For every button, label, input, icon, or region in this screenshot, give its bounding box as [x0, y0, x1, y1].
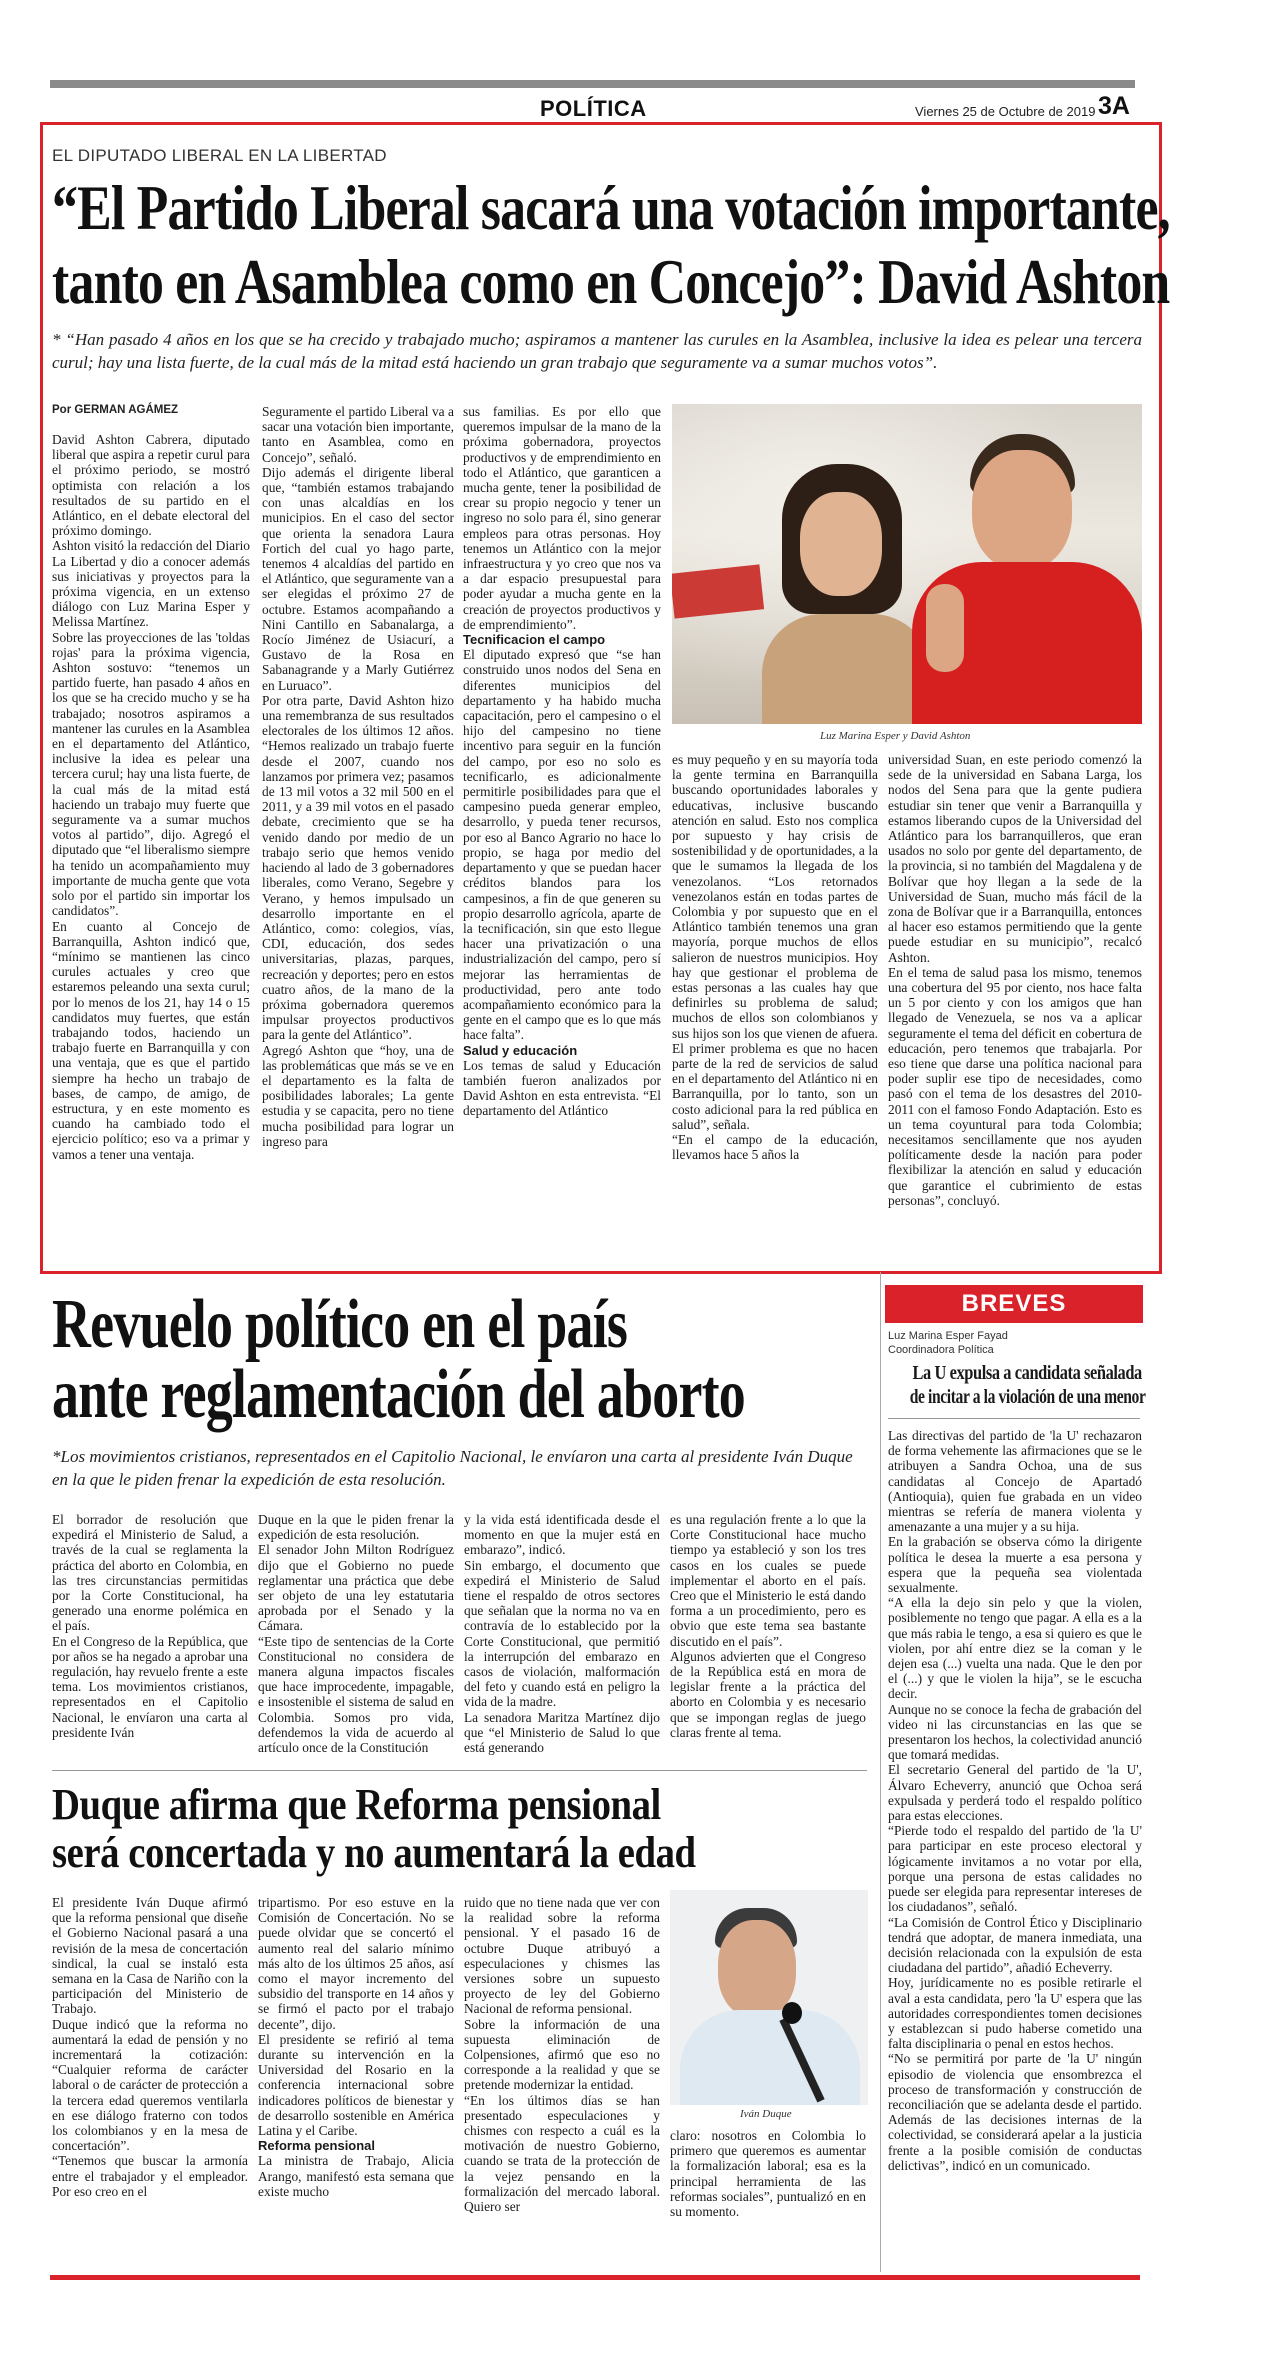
headline-line-1: “El Partido Liberal sacará una votación importante,	[52, 172, 1170, 243]
paragraph: es muy pequeño y en su mayoría toda la gente termina en Barranquilla buscando oportunidades laborales y educativas, inclusive buscando atención en salud. Esto nos complica por supuesto y hay crisis de sostenibilidad y de oportunidades, a la que le sumamos la llegada de los venezolanos. “Los retornados venezolanos están en todas partes de Colombia y por supuesto que en el Atlántico también tenemos una gran mayoría, porque muchos de ellos salieron de nuestros municipios. Hoy hay que gestionar el problema de estas personas a las cuales hay que definirles su problema de salud; muchos de ellos son colombianos y sus hijos son los que vienen de afuera. El primer problema es que no hacen parte de la red de servicios de salud en el departamento del Atlántico ni en Barranquilla, por lo tanto, son un costo adicional para la red pública en salud”, señala.	[672, 752, 878, 1132]
article1-column-4	[888, 752, 1142, 1257]
paragraph: tripartismo. Por eso estuve en la Comisión de Concertación. No se puede olvidar que se concertó el aumento real del salario mínimo más alto de los últimos 25 años, así como el mayor incremento del subsidio del transporte en 14 años y se firmó el pacto por el trabajo decente”, dijo.	[258, 1895, 454, 2032]
photo-caption: Luz Marina Esper y David Ashton	[820, 730, 971, 742]
paragraph: El borrador de resolución que expedirá el Ministerio de Salud, a través de la cual se reglamenta la práctica del aborto en Colombia, en las tres circunstancias permitidas por la Corte Constitucional, ha generado una enorme polémica en el país.	[52, 1512, 248, 1634]
article1-column-3b	[672, 752, 878, 1257]
article2-headline-1: Revuelo político en el país	[52, 1286, 628, 1363]
paragraph: ruido que no tiene nada que ver con la realidad sobre la reforma pensional. Y el pasado 16 de octubre Duque atribuyó a especulaciones y chismes las versiones sobre un supuesto proyecto de ley del Gobierno Nacional de reforma pensional.	[464, 1895, 660, 2017]
duque-face	[718, 1920, 796, 2018]
article3-headline-1: Duque afirma que Reforma pensional	[52, 1780, 661, 1829]
article2-headline-2: ante reglamentación del aborto	[52, 1356, 745, 1433]
paragraph: Agregó Ashton que “hoy, una de las problemáticas que más se ve en el departamento es la falta de posibilidades laborales; La gente estudia y se capacita, pero no tiene mucha posibilidad para lograr un ingreso para	[262, 1042, 454, 1149]
woman-body	[762, 614, 932, 724]
paragraph: Sin embargo, el documento que expedirá el Ministerio de Salud tiene el respaldo de otros sectores que señalan que la norma no va en contravía de lo establecido por la Corte Constitucional, que permitió la interrupción del embarazo en casos de violación, malformación del feto y cuando está en peligro la vida de la madre.	[464, 1557, 660, 1710]
paragraph: Por otra parte, David Ashton hizo una remembranza de sus resultados electorales de los últimos 12 años. “Hemos realizado un trabajo fuerte desde el 2007, cuando nos lanzamos por primera vez; pasamos de 13 mil votos a 32 mil 500 en el 2011, y a 39 mil votos en el pasado debate, crecimiento que se ha venido dando por medio de un trabajo serio que hemos venido haciendo al lado de 3 gobernadores liberales, como Verano, Segebre y Verano, y hemos impulsado un desarrollo importante en el Atlántico, como: colegios, vías, CDI, educación, dos sedes universitarias, plazas, parques, recreación y deportes; pero en estos cuatro años, de la mano de la próxima gobernadora queremos impulsar proyectos productivos para la gente del Atlántico”.	[262, 692, 454, 1043]
breves-body	[888, 1428, 1142, 2266]
paragraph: La senadora Maritza Martínez dijo que “el Ministerio de Salud lo que está generando	[464, 1709, 660, 1756]
paragraph: “Tenemos que buscar la armonía entre el trabajador y el empleador. Por eso creo en el	[52, 2153, 248, 2199]
paragraph: El senador John Milton Rodríguez dijo que el Gobierno no puede reglamentar una práctica que debe ser objeto de una ley estatutaria aprobada por el Senado y la Cámara.	[258, 1542, 454, 1634]
paragraph: Duque indicó que la reforma no aumentará la edad de pensión y no incrementará la cotización: “Cualquier reforma de carácter laboral o de carácter de protección a la tercera edad queremos ventilarla en ese diálogo fraterno con todos los colombianos y en la mesa de concertación”.	[52, 2016, 248, 2154]
breves-label: BREVES	[885, 1285, 1143, 1323]
paragraph: En el tema de salud pasa los mismo, tenemos una cobertura del 95 por ciento, nos hace falta un 5 por ciento y con los amigos que han llegado de Venezuela, se nos va a aplicar seguramente el tema del déficit en cobertura de educación, pero tenemos que trabajarla. Por eso tiene que darse una política nacional para poder suplir ese tipo de necesidades, como pasó con el tema de los desastres del 2010-2011 con el famoso Fondo Adaptación. Esto es un tema coyuntural para toda Colombia; necesitamos sencillamente que nos ayuden políticamente desde la nación para poder flexibilizar la atención en salud y educación que garantice el cubrimiento de estas personas”, concluyó.	[888, 964, 1142, 1208]
paragraph: El diputado expresó que “se han construido unos nodos del Sena en diferentes municipios del departamento y ha habido mucha capacitación, pero el campesino o el hijo del campesino no tiene incentivo para seguir en la función del campo, por eso no solo es tecnificarlo, es adicionalmente permitirle posibilidades para que el campesino pueda generar empleo, desarrollo, y pueda tener recursos, por eso al Banco Agrario no hace lo propio, se haga por medio del departamento y que se puedan hacer créditos blandos para los campesinos, a fin de que generen su propio desarrollo agrícola, aparte de la tecnificación, sin que esto llegue hacer una privatización o una industrialización del campo, pero sí mejorar las herramientas de productividad, pero ante todo acompañamiento económico para la gente en el campo que es lo que más hace falta”.	[463, 647, 661, 1043]
paragraph: claro: nosotros en Colombia lo primero que queremos es aumentar la formalización laboral; esa es la principal herramienta de las reformas sociales”, puntualizó en en su momento.	[670, 2128, 866, 2220]
subheading: Tecnificacion el campo	[463, 632, 606, 648]
breves-headline-2: de incitar a la violación de una menor	[909, 1386, 1146, 1408]
page-number: 3A	[1098, 92, 1130, 120]
poster-red	[672, 564, 764, 618]
article1-column-3	[463, 404, 661, 1257]
lead-paragraph: * “Han pasado 4 años en los que se ha crecido y trabajado mucho; aspiramos a mantener las curules en la Asamblea, inclusive la idea es pelear una tercera curul; hay una lista fuerte, de la cual más de la mitad está haciendo un gran trabajo que seguramente va a sumar muchos votos”.	[52, 330, 1142, 372]
top-rule	[50, 80, 1135, 88]
duque-shirt	[680, 2010, 860, 2105]
article2-column-3	[464, 1512, 660, 1757]
paragraph: universidad Suan, en este periodo comenzó la sede de la universidad en Sabana Larga, los nodos del Sena para que la gente pudiera estudiar sin tener que venir a Barranquilla y estamos liberando cupos de la Universidad del Atlántico para los barranquilleros, que eran usados no solo por gente del departamento, de la provincia, si no también del Magdalena y de Bolívar que hoy llegan a la sede de la Universidad de Suan, mucho más fácil de la zona de Bolívar que ir a Barranquilla, entonces al hacer eso estamos permitiendo que la gente puede estudiar en su municipio”, recalcó Ashton.	[888, 752, 1142, 965]
kicker: EL DIPUTADO LIBERAL EN LA LIBERTAD	[52, 146, 387, 165]
man-hand	[926, 584, 964, 672]
article2-column-2	[258, 1512, 454, 1757]
byline: Por GERMAN AGÁMEZ	[52, 404, 179, 416]
photo-ivan-duque	[670, 1890, 868, 2105]
paragraph: es una regulación frente a lo que la Corte Constitucional hace mucho tiempo ya estableció y son los tres casos en los cuales se puede implementar el aborto en el país. Creo que el Ministerio le está dando forma a un procedimiento, pero es obvio que este tema sea bastante discutido en el país”.	[670, 1512, 866, 1649]
paragraph: El presidente se refirió al tema durante su intervención en la Universidad del Rosario en la conferencia internacional sobre indicadores políticos de bienestar y de desarrollo sostenible en América Latina y el Caribe.	[258, 2031, 454, 2139]
microphone-head	[782, 2002, 802, 2024]
paragraph: David Ashton Cabrera, diputado liberal que aspira a repetir curul para el próximo periodo, se mostró optimista con relación a los resultados de su partido en el Atlántico, en el debate electoral del próximo domingo.	[52, 432, 250, 539]
paragraph: Algunos advierten que el Congreso de la República está en mora de legislar frente a la práctica del aborto en Colombia y es necesario que se impongan reglas de juego claras frente al tema.	[670, 1648, 866, 1740]
paragraph: Sobre las proyecciones de las 'toldas rojas' para la próxima vigencia, Ashton sostuvo: “tenemos un partido fuerte, han pasado 4 años en los que se ha crecido mucho y se ha trabajado; nosotros aspiramos a mantener las curules en la Asamblea en el departamento del Atlántico, inclusive la idea es pelear una tercera curul; hay una lista fuerte, de la cual más de la mitad está haciendo un trabajo muy fuerte que seguramente va a sumar muchos votos al partido”, dijo. Agregó el diputado que “el liberalismo siempre ha tenido un acompañamiento muy importante de mucha gente que vota solo por el partido sin importar los candidatos”.	[52, 629, 250, 919]
article2-column-4	[670, 1512, 866, 1757]
paragraph: Hoy, jurídicamente no es posible retirarle el aval a esta candidata, pero 'la U' espera que las autoridades correspondientes tomen decisiones y establezcan si pudo haberse cometido una falta disciplinaria o penal en estos hechos.	[888, 1975, 1142, 2052]
paragraph: y la vida está identificada desde el momento en que la mujer está en embarazo”, indicó.	[464, 1512, 660, 1558]
paragraph: sus familias. Es por ello que queremos impulsar de la mano de la próxima gobernadora, proyectos productivos y de emprendimiento en todo el Atlántico, que garanticen a mucha gente, tener la posibilidad de crear su propio negocio y tener un ingreso no solo para él, sino generar empleos para otras personas. Hoy tenemos un Atlántico con la mejor infraestructura y yo creo que nos va a dar espacio presupuestal para poder ayudar a mucha gente en la creación de proyectos productivos y de emprendimiento”.	[463, 404, 661, 632]
article3-column-2	[258, 1895, 454, 2265]
breves-rule	[880, 1272, 881, 2272]
breves-author: Luz Marina Esper Fayad	[888, 1330, 1008, 1342]
paragraph: Duque en la que le piden frenar la expedición de esta resolución.	[258, 1512, 454, 1543]
paragraph: “En los últimos días se han presentado especulaciones y chismes con respecto a cuál es la motivación de nuestro Gobierno, cuando se trata de la protección de la vejez pensando en la formalización del mercado laboral. Quiero ser	[464, 2092, 660, 2215]
paragraph: Dijo además el dirigente liberal que, “también estamos trabajando con unas alcaldías en los municipios. En el caso del sector que orienta la senadora Laura Fortich del cual yo hago parte, tenemos 4 alcaldías del partido en el Atlántico, que seguramente van a ser elegidas el próximo 27 de octubre. Estamos acompañando a Nini Cantillo en Sabanalarga, a Rocío Jiménez de Usiacurí, a Gustavo de la Rosa en Sabanagrande y a Marly Gutiérrez en Luruaco”.	[262, 464, 454, 693]
woman-face	[800, 492, 882, 596]
paragraph: “Pierde todo el respaldo del partido de 'la U' para participar en este proceso electoral y lógicamente invitamos a no votar por ella, porque una persona de estas calidades no puede ser elegida para representar intereses de los ciudadanos”, señaló.	[888, 1823, 1142, 1915]
photo-politicians	[672, 404, 1142, 724]
paragraph: En el Congreso de la República, que por años se ha negado a aprobar una regulación, hay revuelo frente a este tema. Los movimientos cristianos, representados en el Capitolio Nacional, le envíaron una carta al presidente Iván	[52, 1633, 248, 1740]
article2-lead: *Los movimientos cristianos, representados en el Capitolio Nacional, le envíaron una carta al presidente Iván Duque en la que le piden frenar la expedición de esta resolución.	[52, 1447, 853, 1489]
bottom-rule	[50, 2275, 1140, 2280]
paragraph: Ashton visitó la redacción del Diario La Libertad y dio a conocer además sus iniciativas y proyectos para la próxima vigencia, en un extenso diálogo con Luz Marina Esper y Melissa Martínez.	[52, 538, 250, 630]
paragraph: En cuanto al Concejo de Barranquilla, Ashton indicó que, “mínimo se mantienen las cinco curules actuales y creo que estaremos peleando una sexta curul; por lo menos de los 21, hay 14 o 15 candidatos muy fuertes, que están trabajando todos, haciendo un trabajo fuerte en Barranquilla y con una ventaja, que es que el partido siempre ha hecho un trabajo de bases, de campo, de amigo, de estructura, y en este momento es cuando ha cambiado todo el ejercicio político; eso va a primar y vamos a tener una ventaja.	[52, 918, 250, 1162]
paragraph: Sobre la información de una supuesta eliminación de Colpensiones, afirmó que eso no corresponde a la realidad y que se pretende modernizar la entidad.	[464, 2016, 660, 2093]
paragraph: “No se permitirá por parte de 'la U' ningún episodio de violencia que ensombrezca el proceso de transformación y construcción de reconciliación que se adelanta desde el partido. Además de las decisiones internas de la colectividad, se considerará apelar a la justicia frente a la posible comisión de conductas delictivas”, indicó en un comunicado.	[888, 2051, 1142, 2173]
article3-column-3	[464, 1895, 660, 2265]
woman-figure	[762, 464, 932, 724]
breves-headline-rule	[888, 1418, 1140, 1419]
section-divider	[52, 1770, 867, 1771]
article3-column-4	[670, 2128, 866, 2265]
paragraph: “En el campo de la educación, llevamos hace 5 años la	[672, 1132, 878, 1163]
paragraph: Aunque no se conoce la fecha de grabación del video ni las circunstancias en las que se presentaron los hechos, la colectividad anunció que tomará medidas.	[888, 1701, 1142, 1763]
breves-headline-1: La U expulsa a candidata señalada	[912, 1362, 1142, 1384]
issue-date: Viernes 25 de Octubre de 2019	[915, 104, 1096, 119]
paragraph: Las directivas del partido de 'la U' rechazaron de forma vehemente las afirmaciones que se le atribuyen a Sandra Ochoa, una de sus candidatas al Concejo de Apartadó (Antioquia), quien fue grabada en un video mientras se refería de manera violenta y amenazante a una mujer y a su hija.	[888, 1428, 1142, 1535]
article3-column-1	[52, 1895, 248, 2265]
article1-column-2	[262, 404, 454, 1257]
headline-line-2: tanto en Asamblea como en Concejo”: David Ashton	[52, 246, 1170, 317]
paragraph: En la grabación se observa cómo la dirigente política le desea la muerte a esa persona y espera que la pequeña sea violentada sexualmente.	[888, 1534, 1142, 1596]
subheading: Reforma pensional	[258, 2138, 376, 2154]
duque-caption: Iván Duque	[740, 2108, 792, 2120]
paragraph: El presidente Iván Duque afirmó que la reforma pensional que diseñe el Gobierno Nacional pasará a una revisión de la mesa de concertación sindical, la cual se instaló esta semana en la Casa de Nariño con la participación del Ministerio de Trabajo.	[52, 1895, 248, 2017]
paragraph: El secretario General del partido de 'la U', Álvaro Echeverry, anunció que Ochoa será expulsada y perderá todo el respaldo político para estas elecciones.	[888, 1762, 1142, 1824]
paragraph: “La Comisión de Control Ético y Disciplinario tendrá que adoptar, de manera inmediata, una decisión relacionada con la expulsión de esta ciudadana del partido”, añadió Echeverry.	[888, 1914, 1142, 1976]
man-face	[972, 450, 1072, 570]
subheading: Salud y educación	[463, 1042, 578, 1058]
paragraph: Los temas de salud y Educación también fueron analizados por David Ashton en esta entrevista. “El departamento del Atlántico	[463, 1057, 661, 1119]
section-name: POLÍTICA	[540, 96, 647, 121]
paragraph: Seguramente el partido Liberal va a sacar una votación bien importante, tanto en Asamblea, como en Concejo”, señaló.	[262, 404, 454, 465]
man-figure	[912, 434, 1142, 724]
paragraph: “Este tipo de sentencias de la Corte Constitucional no considera de manera alguna impactos fiscales que hace improcedente, impagable, e insostenible el sistema de salud en Colombia. Somos pro vida, defendemos la vida de acuerdo al artículo once de la Constitución	[258, 1633, 454, 1756]
article1-column-1	[52, 432, 250, 1257]
article2-column-1	[52, 1512, 248, 1757]
paragraph: La ministra de Trabajo, Alicia Arango, manifestó esta semana que existe mucho	[258, 2153, 454, 2199]
breves-role: Coordinadora Política	[888, 1344, 994, 1356]
article3-headline-2: será concertada y no aumentará la edad	[52, 1828, 696, 1877]
paragraph: “A ella la dejo sin pelo y que la violen, posiblemente no tengo que pagar. A ella es a la que más rabia le tengo, a esa si quiero es que le violen, por ahí entre diez se la coman y le dejen esa (...) vuelta una nada. Que le den por el (...) y que le violen la hija”, se le escucha decir.	[888, 1595, 1142, 1702]
